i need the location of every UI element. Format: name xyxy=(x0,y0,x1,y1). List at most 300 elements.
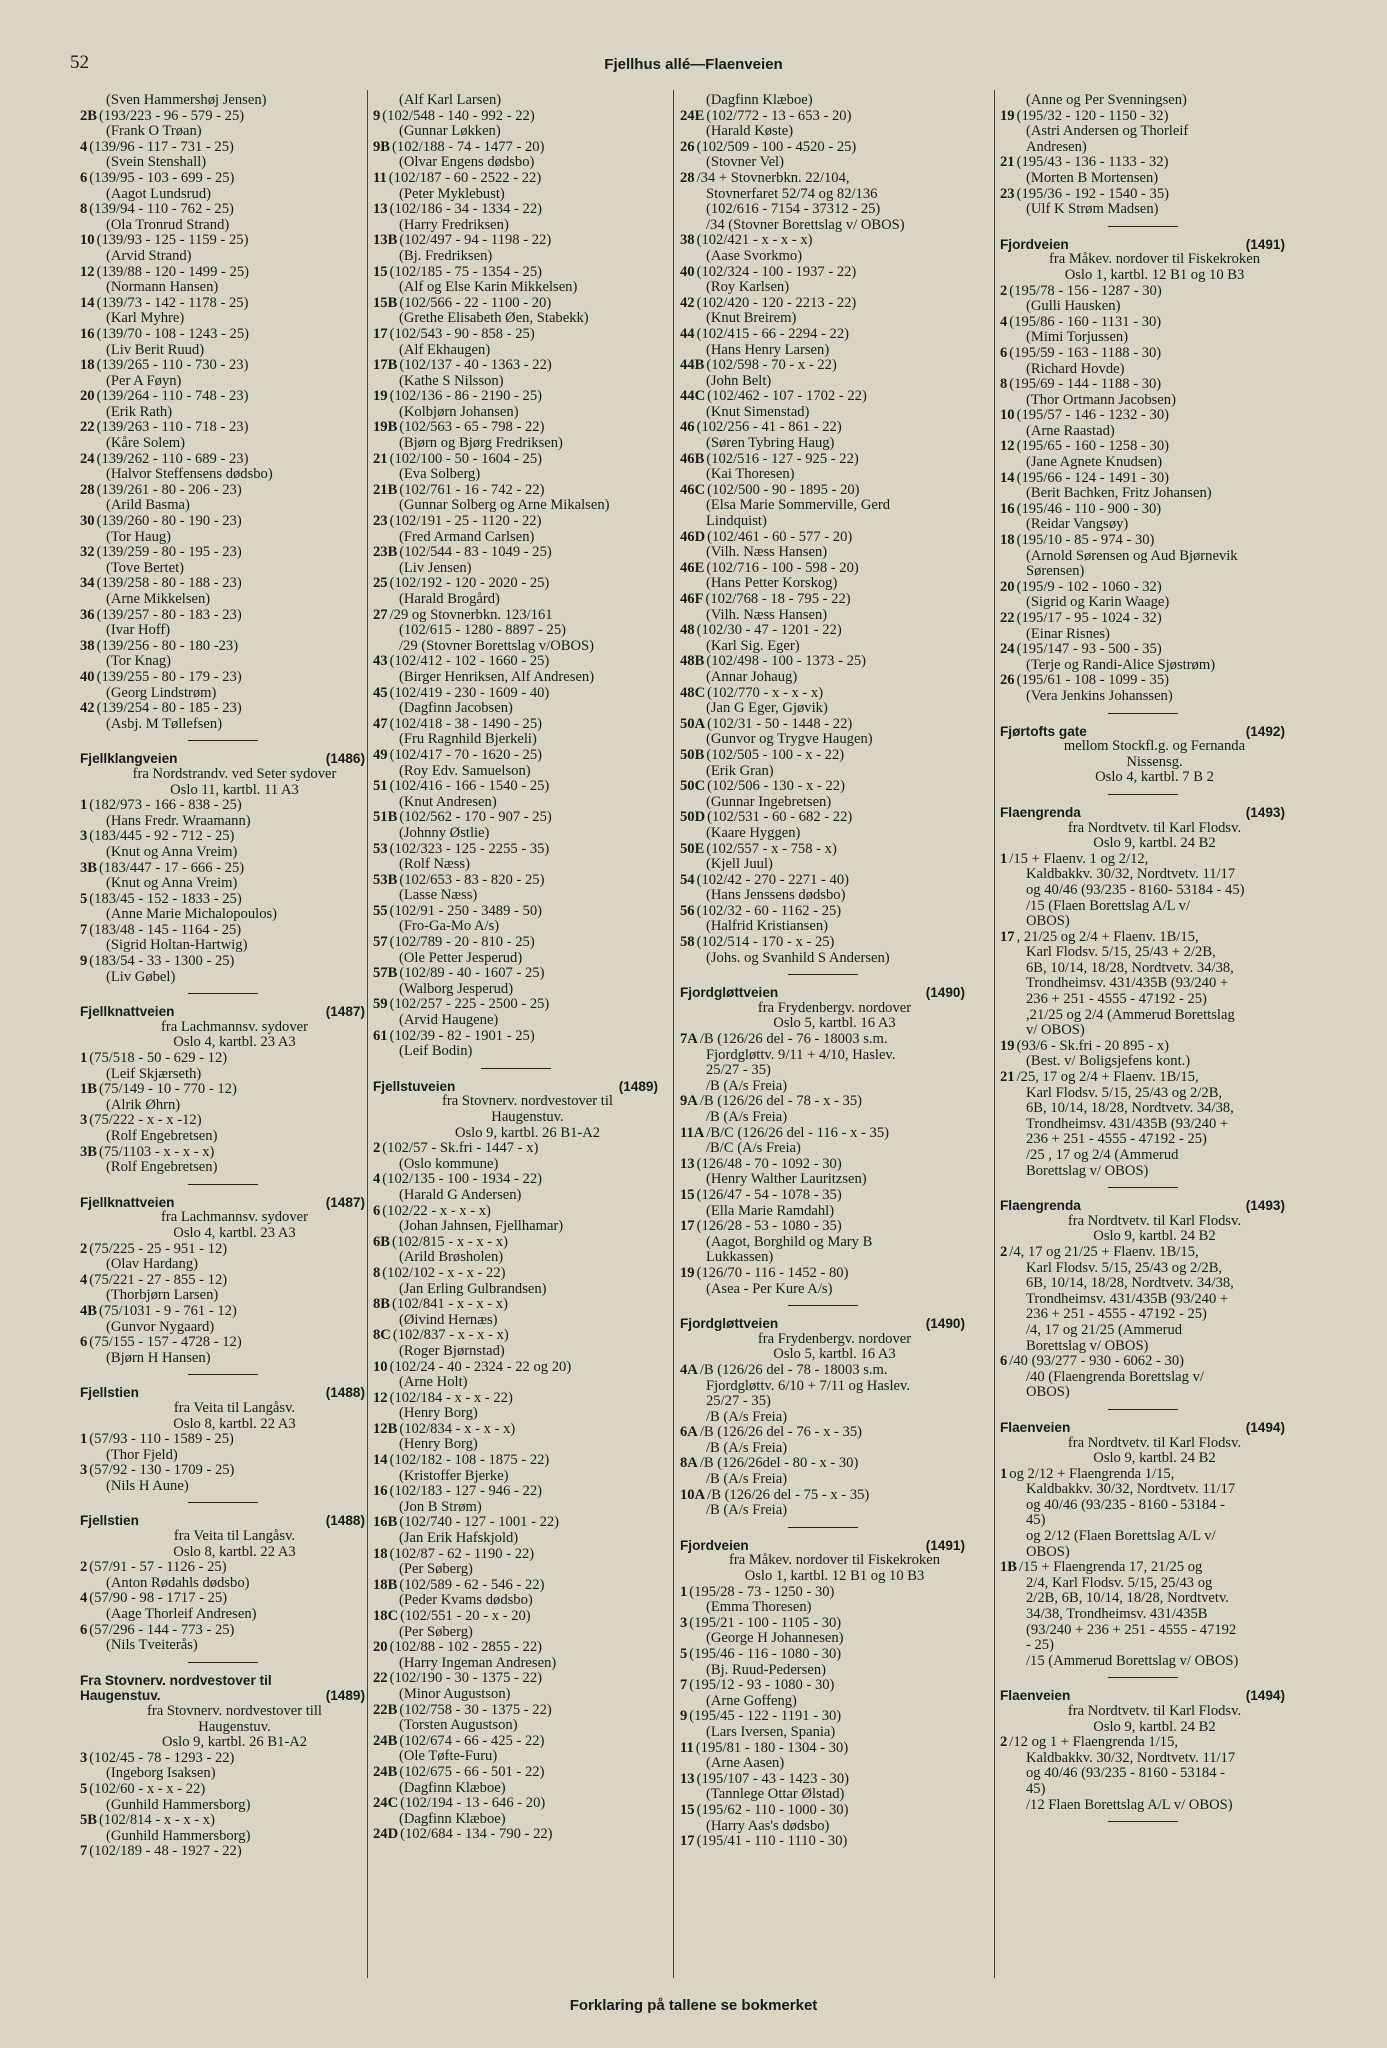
address-entry xyxy=(680,732,965,748)
address-entry xyxy=(80,608,365,624)
entry-text: (Knut Simenstad) xyxy=(706,403,810,420)
entry-text: (Grethe Elisabeth Øen, Stabekk) xyxy=(399,310,589,327)
entry-text: (102/256 - 41 - 861 - 22) xyxy=(696,419,842,436)
house-number: 34 xyxy=(80,575,95,592)
address-entry xyxy=(1000,315,1285,331)
address-entry xyxy=(80,202,365,218)
address-entry xyxy=(1000,1560,1285,1576)
entry-text: (102/418 - 38 - 1490 - 25) xyxy=(389,715,542,732)
house-number: 3 xyxy=(80,1462,88,1479)
entry-text: (Olvar Engens dødsbo) xyxy=(399,154,535,171)
entry-text: (Hans Petter Korskog) xyxy=(706,575,838,592)
address-entry xyxy=(680,1787,965,1803)
entry-text: (102/31 - 50 - 1448 - 22) xyxy=(707,715,853,732)
entry-text: (Kristoffer Bjerke) xyxy=(399,1467,509,1484)
entry-text: (Torsten Augustson) xyxy=(399,1717,518,1734)
street-heading xyxy=(680,985,965,1001)
house-number: 9 xyxy=(373,107,381,124)
address-entry xyxy=(80,954,365,970)
address-entry xyxy=(680,951,965,967)
street-heading xyxy=(80,751,365,767)
address-entry xyxy=(1000,502,1285,518)
address-entry xyxy=(1000,1576,1285,1592)
entry-text: (Johs. og Svanhild S Andersen) xyxy=(706,949,890,966)
entry-text: (139/256 - 80 - 180 -23) xyxy=(96,637,239,654)
street-heading xyxy=(80,1004,365,1020)
street-code: (1488) xyxy=(325,1385,365,1401)
entry-text: OBOS) xyxy=(1026,1543,1070,1560)
address-entry xyxy=(373,1593,658,1609)
entry-text: (75/1103 - x - x - x) xyxy=(99,1143,215,1160)
address-entry xyxy=(373,748,658,764)
entry-text: Kaldbakkv. 30/32, Nordtvetv. 11/17 xyxy=(1026,1481,1236,1498)
street-code: (1490) xyxy=(925,1316,965,1332)
address-entry xyxy=(373,109,658,125)
house-number: 22 xyxy=(373,1670,388,1687)
entry-text: (Rolf Næss) xyxy=(399,856,470,873)
entry-text: (102/416 - 166 - 1540 - 25) xyxy=(389,778,550,795)
entry-text: (102/814 - x - x - x) xyxy=(99,1812,215,1829)
house-number: 10 xyxy=(373,1358,388,1375)
house-number: 8 xyxy=(1000,376,1008,393)
address-entry xyxy=(680,764,965,780)
house-number: 28 xyxy=(80,481,95,498)
entry-text: Borettslag v/ OBOS) xyxy=(1026,1337,1149,1354)
address-entry xyxy=(1000,658,1285,674)
house-number: 22 xyxy=(80,419,95,436)
house-number: 44C xyxy=(680,388,706,405)
street-description: Oslo 9, kartbl. 24 B2 xyxy=(1093,1228,1216,1245)
entry-text: (102/135 - 100 - 1934 - 22) xyxy=(382,1171,542,1188)
address-entry xyxy=(1000,284,1285,300)
address-entry xyxy=(680,842,965,858)
entry-text: (102/24 - 40 - 2324 - 22 og 20) xyxy=(389,1358,572,1375)
address-entry xyxy=(1000,517,1285,533)
address-entry xyxy=(680,358,965,374)
entry-text: Kaldbakkv. 30/32, Nordtvetv. 11/17 xyxy=(1026,1749,1236,1766)
house-number: 20 xyxy=(1000,578,1015,595)
house-number: 23 xyxy=(373,513,388,530)
entry-text: (102/89 - 40 - 1607 - 25) xyxy=(399,965,545,982)
address-entry xyxy=(80,1320,365,1336)
street-description: Nissensg. xyxy=(1126,753,1183,770)
address-entry xyxy=(373,498,658,514)
address-entry xyxy=(373,389,658,405)
house-number: 24B xyxy=(373,1763,398,1780)
entry-text: Sørensen) xyxy=(1026,563,1085,580)
section-divider xyxy=(1108,1821,1178,1822)
section-divider xyxy=(788,1305,858,1306)
entry-text: og 2/12 (Flaen Borettslag A/L v/ xyxy=(1026,1528,1216,1545)
address-entry xyxy=(680,748,965,764)
entry-text: (Alf Ekhaugen) xyxy=(399,341,491,358)
entry-text: (Halfrid Kristiansen) xyxy=(706,918,828,935)
entry-text: (102/42 - 270 - 2271 - 40) xyxy=(696,871,849,888)
address-entry xyxy=(1000,595,1285,611)
address-entry xyxy=(1000,564,1285,580)
street-description: fra Lachmannsv. sydover xyxy=(161,1018,308,1035)
address-entry xyxy=(680,1188,965,1204)
house-number: 9 xyxy=(680,1708,688,1725)
entry-text: (Liv Jensen) xyxy=(399,559,472,576)
address-entry xyxy=(680,1756,965,1772)
entry-text: (Roy Karlsen) xyxy=(706,279,790,296)
address-entry xyxy=(373,1437,658,1453)
address-entry xyxy=(80,233,365,249)
entry-text: (Minor Augustson) xyxy=(399,1685,511,1702)
address-entry xyxy=(373,1469,658,1485)
address-entry xyxy=(680,405,965,421)
house-number: 50A xyxy=(680,715,706,732)
address-entry xyxy=(680,608,965,624)
street-description: fra Nordtvetv. til Karl Flodsv. xyxy=(1067,1703,1242,1719)
house-number: 18 xyxy=(373,1545,388,1562)
house-number: 46C xyxy=(680,481,706,498)
house-number: 51B xyxy=(373,809,398,826)
entry-text: 2/2B, 6B, 10/14, 18/28, Nordtvetv. xyxy=(1026,1590,1229,1607)
section-divider xyxy=(188,1662,258,1663)
street-name: Fjordveien xyxy=(1000,236,1069,252)
address-entry xyxy=(80,1098,365,1114)
address-entry xyxy=(680,420,965,436)
entry-text: /34 (Stovner Borettslag v/ OBOS) xyxy=(706,216,905,233)
house-number: 5 xyxy=(80,890,88,907)
entry-text: (Oslo kommune) xyxy=(399,1155,499,1172)
entry-text: (Jan Erik Hafskjold) xyxy=(399,1530,519,1547)
address-entry xyxy=(373,842,658,858)
house-number: 10 xyxy=(80,232,95,249)
address-entry xyxy=(680,1600,965,1616)
entry-text: /B (A/s Freia) xyxy=(706,1077,788,1094)
house-number: 7A xyxy=(680,1031,698,1048)
address-entry xyxy=(1000,1354,1285,1370)
address-entry xyxy=(80,1082,365,1098)
address-entry xyxy=(80,405,365,421)
address-entry xyxy=(680,1110,965,1126)
street-name: Flaengrenda xyxy=(1000,1198,1081,1214)
entry-text: (102/194 - 13 - 646 - 20) xyxy=(400,1795,546,1812)
house-number: 36 xyxy=(80,606,95,623)
address-entry xyxy=(1000,93,1285,109)
entry-text: (Gunvor og Trygve Haugen) xyxy=(706,731,873,748)
entry-text: (Øivind Hernæs) xyxy=(399,1311,498,1328)
entry-text: (Harry Aas's dødsbo) xyxy=(706,1817,830,1834)
address-entry xyxy=(1000,549,1285,565)
address-entry xyxy=(680,795,965,811)
address-entry xyxy=(373,436,658,452)
address-entry xyxy=(373,1013,658,1029)
entry-text: (102/91 - 250 - 3489 - 50) xyxy=(389,902,542,919)
entry-text: (Karl Myhre) xyxy=(106,310,185,327)
address-entry xyxy=(1000,961,1285,977)
house-number: 43 xyxy=(373,653,388,670)
house-number: 4 xyxy=(373,1171,381,1188)
entry-text: (102/30 - 47 - 1201 - 22) xyxy=(696,622,842,639)
entry-text: (126/47 - 54 - 1078 - 35) xyxy=(696,1186,842,1203)
entry-text: (Gunvor Nygaard) xyxy=(106,1318,215,1335)
address-entry xyxy=(373,873,658,889)
entry-text: /12 Flaen Borettslag A/L v/ OBOS) xyxy=(1026,1796,1233,1813)
address-entry xyxy=(80,1067,365,1083)
house-number: 9B xyxy=(373,138,391,155)
house-number: 26 xyxy=(1000,672,1015,689)
address-entry xyxy=(1000,109,1285,125)
street-code: (1486) xyxy=(325,751,365,767)
address-entry xyxy=(373,826,658,842)
street-description: fra Stovnerv. nordvestover til xyxy=(442,1093,613,1110)
address-entry xyxy=(680,467,965,483)
address-entry xyxy=(80,1051,365,1067)
street-description: Oslo 4, kartbl. 23 A3 xyxy=(173,1034,296,1051)
house-number: 25 xyxy=(373,575,388,592)
address-entry xyxy=(373,202,658,218)
address-entry xyxy=(1000,377,1285,393)
entry-text: (102/772 - 13 - 653 - 20) xyxy=(706,107,852,124)
address-entry xyxy=(1000,1513,1285,1529)
entry-text: (195/78 - 156 - 1287 - 30) xyxy=(1009,282,1162,299)
entry-text: (Jon B Strøm) xyxy=(399,1498,482,1515)
house-number: 12B xyxy=(373,1420,398,1437)
address-entry xyxy=(1000,1766,1285,1782)
entry-text: (102/192 - 120 - 2020 - 25) xyxy=(389,575,550,592)
street-description: fra Veita til Langåsv. xyxy=(173,1528,296,1545)
address-entry xyxy=(373,1391,658,1407)
house-number: 13B xyxy=(373,232,398,249)
entry-text: (102/615 - 1280 - 8897 - 25) xyxy=(399,622,566,639)
entry-text: (139/262 - 110 - 689 - 23) xyxy=(96,450,249,467)
address-entry xyxy=(373,1531,658,1547)
address-entry xyxy=(680,1363,965,1379)
entry-text: (126/28 - 53 - 1080 - 35) xyxy=(696,1218,842,1235)
address-entry xyxy=(80,296,365,312)
house-number: 18B xyxy=(373,1576,398,1593)
entry-text: (195/41 - 110 - 1110 - 30) xyxy=(696,1833,848,1850)
address-entry xyxy=(80,1432,365,1448)
entry-text: (102/557 - x - 758 - x) xyxy=(706,840,837,857)
address-entry xyxy=(80,498,365,514)
address-entry xyxy=(1000,1529,1285,1545)
address-entry xyxy=(373,732,658,748)
entry-text: (Peder Kvams dødsbo) xyxy=(399,1592,533,1609)
address-entry xyxy=(1000,533,1285,549)
entry-text: 2/4, Karl Flodsv. 5/15, 25/43 og xyxy=(1026,1574,1213,1591)
entry-text: (Anne Marie Michalopoulos) xyxy=(106,906,278,923)
address-entry xyxy=(1000,1276,1285,1292)
address-entry xyxy=(373,1344,658,1360)
house-number: 28 xyxy=(680,169,695,186)
address-entry xyxy=(1000,1751,1285,1767)
street-description: fra Nordtvetv. til Karl Flodsv. xyxy=(1067,819,1242,836)
entry-text: (Gunnar Solberg og Arne Mikalsen) xyxy=(399,497,610,514)
column-1 xyxy=(80,93,365,1973)
entry-text: (75/1031 - 9 - 761 - 12) xyxy=(99,1302,237,1319)
section-divider xyxy=(1108,1409,1178,1410)
entry-text: (195/12 - 93 - 1080 - 30) xyxy=(689,1677,835,1694)
house-number: 42 xyxy=(80,700,95,717)
house-number: 11 xyxy=(680,1739,694,1756)
address-entry xyxy=(80,970,365,986)
entry-text: (Georg Lindstrøm) xyxy=(106,684,217,701)
address-entry xyxy=(680,265,965,281)
street-name: Fjellklangveien xyxy=(80,751,178,767)
entry-text: (139/254 - 80 - 185 - 23) xyxy=(96,700,242,717)
house-number: 45 xyxy=(373,684,388,701)
address-entry xyxy=(80,530,365,546)
entry-text: (Reidar Vangsøy) xyxy=(1026,516,1129,533)
address-entry xyxy=(680,1663,965,1679)
address-entry xyxy=(1000,1498,1285,1514)
entry-text: (Johan Jahnsen, Fjellhamar) xyxy=(399,1218,564,1235)
entry-text: (139/73 - 142 - 1178 - 25) xyxy=(96,294,249,311)
entry-text: 236 + 251 - 4555 - 47192 - 25) xyxy=(1026,991,1207,1008)
street-heading xyxy=(680,1538,965,1554)
entry-text: (102/841 - x - x - x) xyxy=(392,1296,508,1313)
address-entry xyxy=(373,1765,658,1781)
house-number: 1B xyxy=(1000,1559,1018,1576)
house-number: 16B xyxy=(373,1514,398,1531)
entry-text: (Arne Aasen) xyxy=(706,1755,785,1772)
entry-text: (195/32 - 120 - 1150 - 32) xyxy=(1016,107,1169,124)
house-number: 6B xyxy=(373,1233,391,1250)
house-number: 40 xyxy=(80,668,95,685)
street-description: Haugenstuv. xyxy=(198,1718,271,1735)
entry-text: (139/70 - 108 - 1243 - 25) xyxy=(96,325,249,342)
street-code: (1490) xyxy=(925,985,965,1001)
entry-text: (Aase Svorkmo) xyxy=(706,247,803,264)
entry-text: (Ole Petter Jesperud) xyxy=(399,949,523,966)
house-number: 18C xyxy=(373,1608,399,1624)
entry-text: (Asbj. M Tøllefsen) xyxy=(106,715,223,732)
entry-text: /B (126/26 del - 78 - x - 35) xyxy=(699,1093,862,1110)
address-entry xyxy=(680,1616,965,1632)
address-entry xyxy=(373,1609,658,1625)
address-entry xyxy=(1000,424,1285,440)
house-number: 49 xyxy=(373,746,388,763)
entry-text: (102/183 - 127 - 946 - 22) xyxy=(389,1483,542,1500)
entry-text: ,21/25 og 2/4 (Ammerud Borettslag xyxy=(1026,1006,1235,1023)
street-code: (1487) xyxy=(325,1194,365,1210)
entry-text: (Mimi Torjussen) xyxy=(1026,329,1129,346)
house-number: 56 xyxy=(680,902,695,919)
house-number: 50E xyxy=(680,840,705,857)
entry-text: (102/421 - x - x - x) xyxy=(696,232,813,249)
house-number: 21 xyxy=(373,450,388,467)
entry-text: (Vilh. Næss Hansen) xyxy=(706,544,828,561)
address-entry xyxy=(1000,945,1285,961)
entry-text: (George H Johannesen) xyxy=(706,1630,844,1647)
house-number: 19 xyxy=(373,388,388,405)
address-entry xyxy=(80,1448,365,1464)
entry-text: (Thor Ortmann Jacobsen) xyxy=(1026,391,1176,408)
entry-text: (102/834 - x - x - x) xyxy=(399,1420,516,1437)
house-number: 13 xyxy=(680,1155,695,1172)
address-entry xyxy=(80,1813,365,1829)
house-number: 2 xyxy=(1000,282,1008,299)
street-description: Oslo 4, kartbl. 23 A3 xyxy=(173,1224,296,1241)
entry-text: (195/45 - 122 - 1191 - 30) xyxy=(689,1708,842,1725)
page-number: 52 xyxy=(70,52,89,73)
address-entry xyxy=(1000,580,1285,596)
address-entry xyxy=(680,1032,965,1048)
address-entry xyxy=(1000,455,1285,471)
entry-text: (139/260 - 80 - 190 - 23) xyxy=(96,513,242,530)
house-number: 4 xyxy=(1000,313,1008,330)
street-code: (1488) xyxy=(325,1513,365,1529)
address-entry xyxy=(680,1172,965,1188)
address-entry xyxy=(373,1406,658,1422)
address-entry xyxy=(80,358,365,374)
address-entry xyxy=(80,545,365,561)
address-entry xyxy=(80,155,365,171)
entry-text: 45) xyxy=(1026,1512,1046,1529)
address-entry xyxy=(1000,1086,1285,1102)
entry-text: (102/505 - 100 - x - 22) xyxy=(706,746,845,763)
entry-text: (126/48 - 70 - 1092 - 30) xyxy=(696,1155,842,1172)
entry-text: (Tor Knag) xyxy=(106,653,172,670)
entry-text: (195/147 - 93 - 500 - 35) xyxy=(1016,641,1162,658)
address-entry xyxy=(1000,992,1285,1008)
address-entry xyxy=(373,311,658,327)
entry-text: og 40/46 (93/235 - 8160 - 53184 - xyxy=(1026,1765,1226,1782)
entry-text: (102/616 - 7154 - 37312 - 25) xyxy=(706,201,881,218)
entry-text: Stovnerfaret 52/74 og 82/136 xyxy=(706,185,878,202)
entry-text: (102/837 - x - x - x) xyxy=(392,1327,509,1344)
address-entry xyxy=(373,1375,658,1391)
address-entry xyxy=(80,623,365,639)
address-entry xyxy=(373,1250,658,1266)
address-entry xyxy=(80,923,365,939)
entry-text: (195/21 - 100 - 1105 - 30) xyxy=(689,1614,842,1631)
address-entry xyxy=(680,545,965,561)
address-entry xyxy=(80,561,365,577)
entry-text: (102/675 - 66 - 501 - 22) xyxy=(399,1763,545,1780)
address-entry xyxy=(680,389,965,405)
house-number: 5 xyxy=(680,1646,688,1662)
address-entry xyxy=(80,1607,365,1623)
entry-text: Fjordgløttv. 6/10 + 7/11 og Haslev. xyxy=(706,1377,911,1394)
address-entry xyxy=(80,343,365,359)
house-number: 55 xyxy=(373,902,388,919)
house-number: 1 xyxy=(680,1583,688,1600)
entry-text: /4, 17 og 21/25 (Ammerud xyxy=(1026,1321,1183,1338)
entry-text: (Sven Hammershøj Jensen) xyxy=(106,93,267,108)
address-entry xyxy=(1000,124,1285,140)
house-number: 24E xyxy=(680,107,705,124)
address-entry xyxy=(1000,883,1285,899)
entry-text: (102/566 - 22 - 1100 - 20) xyxy=(399,294,552,311)
entry-text: (102/740 - 127 - 1001 - 22) xyxy=(399,1514,560,1531)
entry-text: (Bj. Ruud-Pedersen) xyxy=(706,1661,826,1678)
entry-text: (195/10 - 85 - 974 - 30) xyxy=(1016,532,1155,549)
street-description: Oslo 9, kartbl. 24 B2 xyxy=(1093,835,1216,852)
section-divider xyxy=(188,740,258,741)
entry-text: (102/417 - 70 - 1620 - 25) xyxy=(389,746,542,763)
entry-text: (Gunhild Hammersborg) xyxy=(106,1827,251,1844)
entry-text: (Ivar Hoff) xyxy=(106,622,171,639)
address-entry xyxy=(680,1063,965,1079)
address-entry xyxy=(373,1172,658,1188)
entry-text: 236 + 251 - 4555 - 47192 - 25) xyxy=(1026,1131,1207,1148)
address-entry xyxy=(373,405,658,421)
address-entry xyxy=(80,124,365,140)
entry-text: (Søren Tybring Haug) xyxy=(706,435,835,452)
address-entry xyxy=(680,1410,965,1426)
entry-text: (Ingeborg Isaksen) xyxy=(106,1765,216,1782)
street-description: Oslo 8, kartbl. 22 A3 xyxy=(173,1415,296,1432)
entry-text: (195/28 - 73 - 1250 - 30) xyxy=(689,1583,835,1600)
address-entry xyxy=(373,966,658,982)
address-entry xyxy=(1000,642,1285,658)
